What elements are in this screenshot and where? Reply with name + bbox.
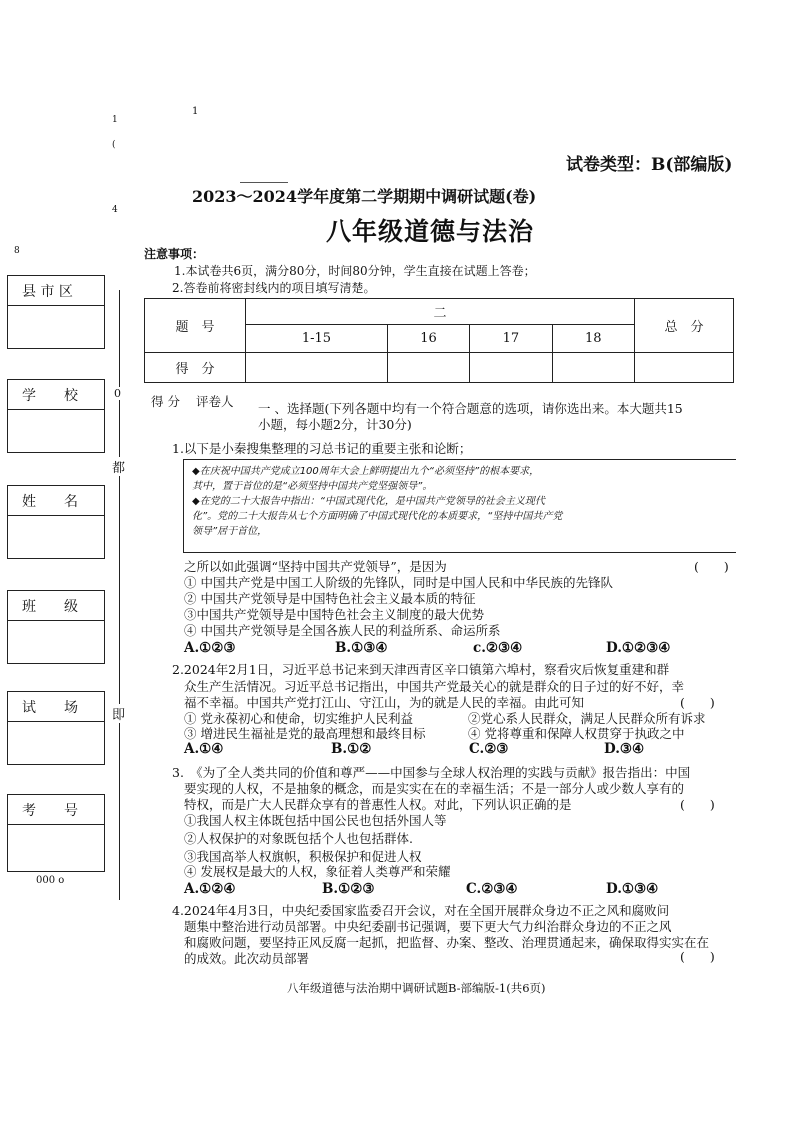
title-underline	[240, 182, 288, 183]
exam-no-label: 考 号	[8, 795, 104, 825]
q2-item: ① 党永葆初心和使命，切实维护人民利益	[184, 711, 413, 726]
q4-line: 题集中整治进行动员部署。中央纪委副书记强调，要下更大气力纠治群众身边的不正之风	[184, 919, 672, 934]
answer-paren[interactable]: ( )	[680, 949, 715, 964]
q4-line: 的成效。此次动员部署	[184, 951, 310, 966]
school-field[interactable]	[8, 410, 104, 452]
option-a[interactable]: A.①④	[184, 741, 224, 757]
col-header: 16	[387, 325, 469, 353]
q1-ask: 之所以如此强调“坚持中国共产党领导”，是因为	[184, 559, 447, 574]
option-d[interactable]: D.①③④	[606, 881, 659, 897]
score-cell[interactable]	[470, 353, 552, 383]
paper-type: 试卷类型：B(部编版)	[566, 155, 733, 175]
county-box	[7, 275, 105, 349]
quote-line: 领导”居于首位，	[192, 526, 268, 537]
score-table	[144, 298, 734, 383]
option-a[interactable]: A.①②③	[184, 640, 236, 656]
seal-char: 0	[114, 387, 121, 400]
q4-line: 4.2024年4月3日，中央纪委国家监委召开会议，对在全国开展群众身边不正之风和腐败问	[172, 903, 670, 918]
name-field[interactable]	[8, 516, 104, 558]
q2-line: 2.2024年2月1日，习近平总书记来到天津西青区辛口镇第六埠村，察看灾后恢复重建和群	[172, 662, 670, 677]
score-cell[interactable]	[246, 353, 388, 383]
exam-no-box	[7, 794, 105, 872]
q2-line: 众生产生活情况。习近平总书记指出，中国共产党最关心的就是群众的日子过的好不好，幸	[184, 679, 685, 694]
q1-item: ② 中国共产党领导是中国特色社会主义最本质的特征	[184, 591, 476, 606]
option-d[interactable]: D.①②③④	[606, 640, 671, 656]
option-c[interactable]: c.②③④	[473, 640, 523, 656]
quote-line: 其中，置于首位的是“必须坚持中国共产党坚强领导”。	[192, 481, 433, 492]
option-b[interactable]: B.①②	[331, 741, 372, 757]
note-item: 2.答卷前将密封线内的项目填写清楚。	[172, 281, 376, 295]
q1-item: ① 中国共产党是中国工人阶级的先锋队，同时是中国人民和中华民族的先锋队	[184, 575, 613, 590]
school-box	[7, 379, 105, 453]
answer-paren[interactable]: ( )	[694, 559, 729, 574]
room-box	[7, 691, 105, 765]
bottom-mark: 000 o	[36, 875, 65, 886]
quote-line: 化”。党的二十大报告从七个方面明确了中国式现代化的本质要求，“坚持中国共产党	[192, 511, 563, 522]
class-box	[7, 590, 105, 664]
col-header: 18	[552, 325, 634, 353]
score-row-label: 题 号	[145, 299, 246, 353]
margin-mark: 4	[112, 205, 118, 215]
note-item: 1.本试卷共6页，满分80分，时间80分钟，学生直接在试题上答卷；	[174, 264, 536, 278]
grader-reviewer: 评卷人	[196, 394, 234, 409]
county-field[interactable]	[8, 306, 104, 348]
col-header: 1-15	[246, 325, 388, 353]
subject-title: 八年级道德与法治	[326, 217, 535, 246]
q3-line: 要实现的人权，不是抽象的概念，而是实实在在的幸福生活；不是一部分人或少数人享有的	[184, 781, 685, 796]
quote-line: ◆在党的二十大报告中指出：“中国式现代化，是中国共产党领导的社会主义现代	[192, 496, 545, 507]
class-field[interactable]	[8, 621, 104, 663]
notes-heading: 注意事项：	[144, 247, 205, 261]
name-box	[7, 485, 105, 559]
q1-stem: 1.以下是小秦搜集整理的习总书记的重要主张和论断；	[172, 441, 472, 456]
section-two-header: 二	[246, 299, 635, 325]
margin-mark: 1	[192, 106, 199, 117]
option-d[interactable]: D.③④	[604, 741, 645, 757]
q2-item: ③ 增进民生福祉是党的最高理想和最终目标	[184, 726, 426, 741]
answer-paren[interactable]: ( )	[680, 695, 715, 710]
school-label: 学 校	[8, 380, 104, 410]
q3-item: ①我国人权主体既包括中国公民也包括外国人等	[184, 813, 447, 828]
margin-mark: (	[112, 140, 116, 150]
score-row-label: 得 分	[145, 353, 246, 383]
score-cell[interactable]	[635, 353, 734, 383]
q1-item: ④ 中国共产党领导是全国各族人民的利益所系、命运所系	[184, 623, 501, 638]
q2-item: ②党心系人民群众，满足人民群众所有诉求	[468, 711, 706, 726]
q1-quote-box	[183, 459, 736, 553]
q3-item: ③我国高举人权旗帜，积极保护和促进人权	[184, 849, 422, 864]
room-label: 试 场	[8, 692, 104, 722]
q3-line: 特权，而是广大人民群众享有的普惠性人权。对此，下列认识正确的是	[184, 797, 572, 812]
room-field[interactable]	[8, 722, 104, 764]
q4-line: 和腐败问题，要坚持正风反腐一起抓，把监督、办案、整改、治理贯通起来，确保取得实实在在	[184, 935, 710, 950]
score-cell[interactable]	[552, 353, 634, 383]
page-footer: 八年级道德与法治期中调研试题B-部编版-1(共6页)	[287, 981, 546, 995]
option-a[interactable]: A.①②④	[184, 881, 236, 897]
q2-line: 福不幸福。中国共产党打江山、守江山，为的就是人民的幸福。由此可知	[184, 695, 585, 710]
class-label: 班 级	[8, 591, 104, 621]
q1-item: ③中国共产党领导是中国特色社会主义制度的最大优势	[184, 607, 485, 622]
name-label: 姓 名	[8, 486, 104, 516]
seal-char: 即	[112, 704, 125, 723]
exam-no-field[interactable]	[8, 825, 104, 867]
exam-title: 2023～2024学年度第二学期期中调研试题(卷)	[192, 187, 537, 206]
option-c[interactable]: C.②③	[469, 741, 509, 757]
total-header: 总 分	[635, 299, 734, 353]
county-label: 县 市 区	[8, 276, 104, 306]
q3-item: ②人权保护的对象既包括个人也包括群体.	[184, 831, 413, 846]
q3-line: 3. 《为了全人类共同的价值和尊严——中国参与全球人权治理的实践与贡献》报告指出：中国	[172, 765, 691, 780]
quote-line: ◆在庆祝中国共产党成立100周年大会上鲜明提出九个“必须坚持”的根本要求，	[192, 466, 540, 477]
seal-line	[119, 290, 120, 900]
col-header: 17	[470, 325, 552, 353]
q3-item: ④ 发展权是最大的人权，象征着人类尊严和荣耀	[184, 864, 451, 879]
option-b[interactable]: B.①③④	[335, 640, 388, 656]
option-b[interactable]: B.①②③	[322, 881, 375, 897]
margin-mark: 1	[112, 115, 118, 125]
section1-text: 一 、选择题(下列各题中均有一个符合题意的选项，请你选出来。本大题共15	[258, 401, 683, 416]
q2-item: ④ 党将尊重和保障人权贯穿于执政之中	[468, 726, 685, 741]
grader-score: 得 分	[151, 394, 180, 409]
section1-text: 小题，每小题2分，计30分)	[258, 417, 412, 432]
score-cell[interactable]	[387, 353, 469, 383]
option-c[interactable]: C.②③④	[466, 881, 518, 897]
margin-mark: 8	[14, 246, 20, 256]
seal-char: 都	[112, 457, 125, 476]
answer-paren[interactable]: ( )	[680, 797, 715, 812]
